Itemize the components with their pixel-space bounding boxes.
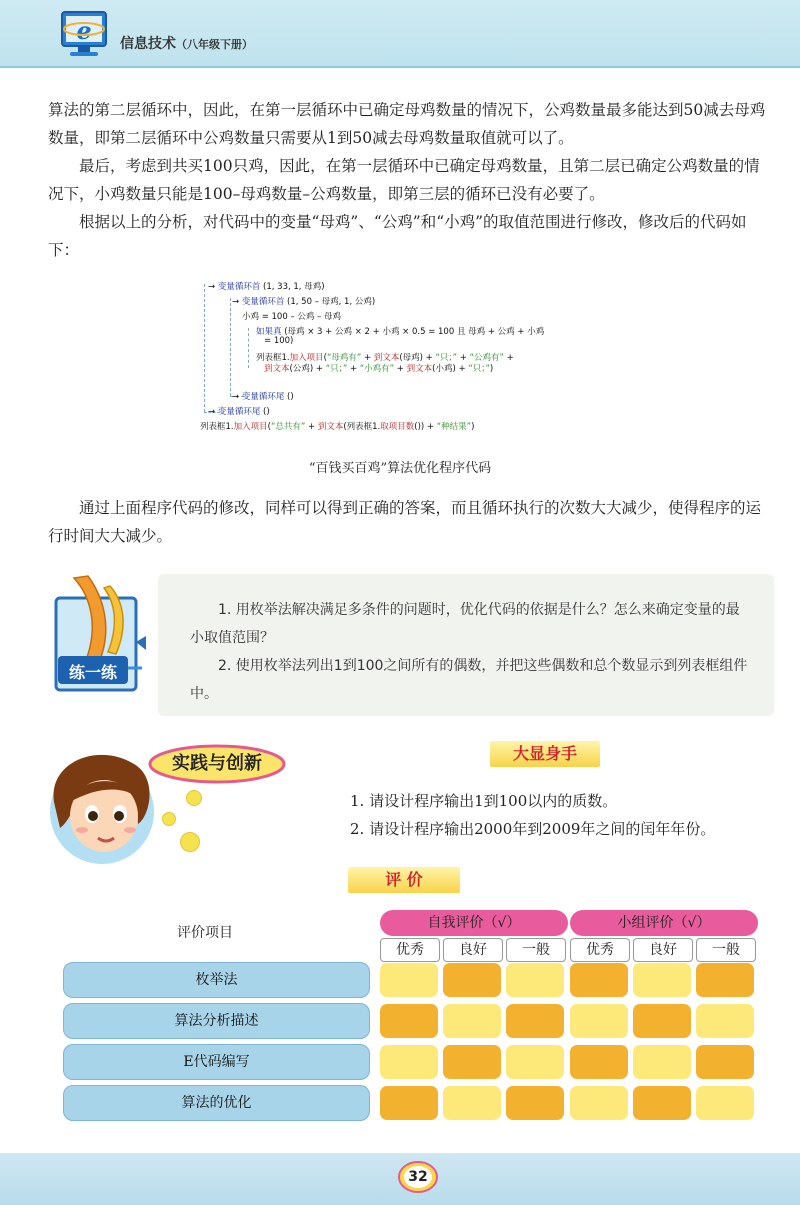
- loop-guide: [230, 298, 231, 396]
- rating-cell[interactable]: [570, 1086, 628, 1120]
- level-excellent: 优秀: [570, 938, 630, 962]
- code-line-6: 到文本(公鸡) + “只；” + “小鸡有” + 到文本(小鸡) + “只；”): [264, 364, 494, 374]
- practice-label: 练一练: [68, 663, 117, 682]
- paragraph-3: 根据以上的分析，对代码中的变量“母鸡”、“公鸡”和“小鸡”的取值范围进行修改，修改后的代码如下：: [48, 213, 747, 259]
- level-fair: 一般: [506, 938, 566, 962]
- rating-cell[interactable]: [380, 963, 438, 997]
- rating-cell[interactable]: [380, 1086, 438, 1120]
- rating-cell[interactable]: [380, 1004, 438, 1038]
- bubble-dot: [186, 790, 202, 806]
- rating-cell[interactable]: [696, 1004, 754, 1038]
- rating-cell[interactable]: [443, 963, 501, 997]
- rating-cell[interactable]: [570, 1045, 628, 1079]
- paragraph-conclusion: 通过上面程序代码的修改，同样可以得到正确的答案，而且循环执行的次数大大减少，使得程序的运行时间大大减少。: [48, 499, 762, 545]
- show-skill-banner: 大显身手: [490, 741, 600, 767]
- self-evaluation-header: 自我评价（√）: [380, 910, 568, 936]
- rating-cell[interactable]: [443, 1004, 501, 1038]
- code-line-7: → 变量循环尾 (): [232, 392, 294, 402]
- eval-row-e-code: E代码编写: [63, 1044, 370, 1080]
- bubble-dot: [180, 832, 200, 852]
- rating-cell[interactable]: [380, 1045, 438, 1079]
- level-good: 良好: [443, 938, 503, 962]
- task-1: 1. 请设计程序输出1到100以内的质数。: [350, 792, 618, 810]
- rating-cell[interactable]: [506, 1045, 564, 1079]
- svg-text:e: e: [76, 16, 92, 45]
- level-fair: 一般: [696, 938, 756, 962]
- rating-cell[interactable]: [506, 1086, 564, 1120]
- rating-cell[interactable]: [443, 1086, 501, 1120]
- code-line-5: 列表框1.加入项目(“母鸡有” + 到文本(母鸡) + “只；” + “公鸡有” +: [256, 353, 514, 363]
- rating-cell[interactable]: [506, 963, 564, 997]
- if-guide: [248, 328, 249, 368]
- code-line-4-cont: = 100): [264, 336, 294, 346]
- page-number: 32: [408, 1169, 428, 1185]
- header-divider: [0, 66, 800, 68]
- code-line-9: 列表框1.加入项目(“总共有” + 到文本(列表框1.取项目数()) + “种结果”): [200, 422, 475, 432]
- level-excellent: 优秀: [380, 938, 440, 962]
- rating-cell[interactable]: [443, 1045, 501, 1079]
- rating-cell[interactable]: [633, 963, 691, 997]
- practice-item-2: 2. 使用枚举法列出1到100之间所有的偶数，并把这些偶数和总个数显示到列表框组件中。: [190, 658, 748, 702]
- code-line-2: → 变量循环首 (1, 50 – 母鸡, 1, 公鸡): [232, 297, 376, 307]
- rating-cell[interactable]: [696, 963, 754, 997]
- figure-caption: “百钱买百鸡”算法优化程序代码: [308, 461, 492, 476]
- rating-cell[interactable]: [633, 1045, 691, 1079]
- book-grade: （八年级下册）: [176, 38, 253, 51]
- task-2: 2. 请设计程序输出2000年到2009年之间的闰年年份。: [350, 820, 716, 838]
- rating-cell[interactable]: [570, 1004, 628, 1038]
- rating-cell[interactable]: [696, 1045, 754, 1079]
- paragraph-2: 最后，考虑到共买100只鸡，因此，在第一层循环中已确定母鸡数量，且第二层已确定公鸡数量的情况下，小鸡数量只能是100–母鸡数量–公鸡数量，即第三层的循环已没有必要了。: [48, 157, 760, 203]
- code-line-3: 小鸡 = 100 – 公鸡 – 母鸡: [242, 312, 342, 322]
- eval-row-optimization: 算法的优化: [63, 1085, 370, 1121]
- level-good: 良好: [633, 938, 693, 962]
- eval-row-algorithm-analysis: 算法分析描述: [63, 1003, 370, 1039]
- evaluation-item-header: 评价项目: [177, 925, 233, 941]
- practice-item-1: 1. 用枚举法解决满足多条件的问题时，优化代码的依据是什么？怎么来确定变量的最小取值范围？: [190, 602, 740, 646]
- rating-cell[interactable]: [696, 1086, 754, 1120]
- eval-row-enumeration: 枚举法: [63, 962, 370, 998]
- book-title: 信息技术（八年级下册）: [120, 36, 253, 52]
- code-line-8: → 变量循环尾 (): [208, 407, 270, 417]
- rating-cell[interactable]: [506, 1004, 564, 1038]
- group-evaluation-header: 小组评价（√）: [570, 910, 758, 936]
- code-line-4: 如果真 (母鸡 × 3 + 公鸡 × 2 + 小鸡 × 0.5 = 100 且 母鸡 + 公鸡 + 小鸡: [256, 327, 545, 337]
- loop-guide: [204, 284, 205, 412]
- ie-logo-icon: [60, 10, 112, 60]
- evaluation-banner: 评 价: [348, 867, 460, 893]
- rating-cell[interactable]: [633, 1086, 691, 1120]
- code-figure: [200, 276, 620, 436]
- rating-cell[interactable]: [633, 1004, 691, 1038]
- paragraph-1: 算法的第二层循环中，因此，在第一层循环中已确定母鸡数量的情况下，公鸡数量最多能达到50减去母鸡数量，即第二层循环中公鸡数量只需要从1到50减去母鸡数量取值就可以了。: [48, 101, 766, 147]
- code-line-1: → 变量循环首 (1, 33, 1, 母鸡): [208, 282, 325, 292]
- innovation-title: 实践与创新: [172, 753, 262, 774]
- bubble-dot: [162, 812, 176, 826]
- rating-cell[interactable]: [570, 963, 628, 997]
